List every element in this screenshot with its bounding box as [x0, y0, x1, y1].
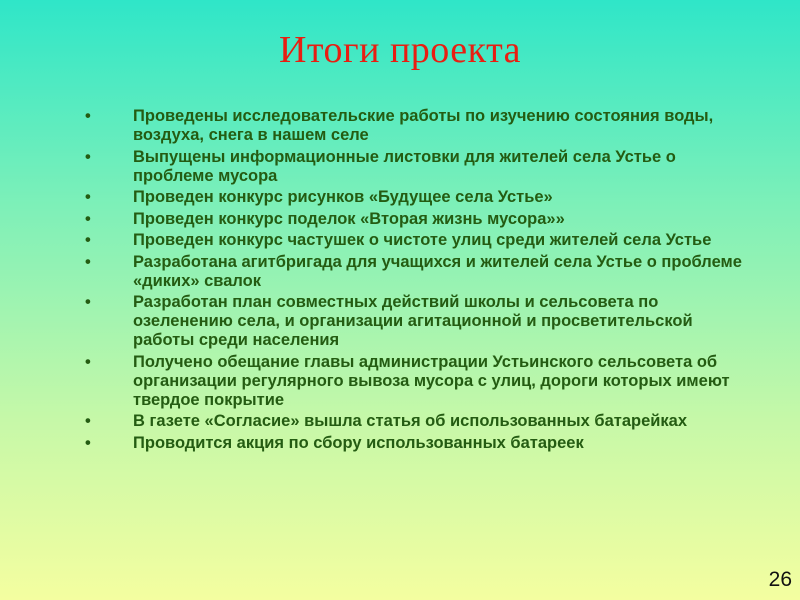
bullet-item: [85, 293, 755, 350]
bullet-text: Проводится акция по сбору использованных батареек: [133, 433, 584, 452]
bullet-marker: •: [85, 209, 91, 228]
page-number: 26: [768, 568, 792, 591]
bullet-marker: •: [85, 231, 91, 249]
bullet-item: [85, 353, 755, 410]
bullet-text: Проведены исследовательские работы по изучению состояния воды, воздуха, снега в нашем селе: [133, 107, 714, 144]
bullet-marker: •: [85, 252, 91, 271]
bullet-marker: •: [85, 107, 91, 125]
bullet-marker: •: [85, 188, 91, 206]
bullet-text: Получено обещание главы администрации Устьинского сельсовета об организации регулярного вывоза мусора с улиц, дороги которых имеют твердое покрытие: [133, 352, 730, 409]
bullet-marker: •: [85, 147, 91, 166]
bullet-marker: •: [85, 433, 91, 452]
bullet-text: В газете «Согласие» вышла статья об использованных батарейках: [133, 412, 688, 430]
bullet-text: Выпущены информационные листовки для жителей села Устье о проблеме мусора: [133, 147, 676, 185]
slide-title: Итоги проекта: [278, 29, 522, 71]
bullet-item: [85, 434, 755, 453]
bullet-marker: •: [85, 352, 91, 371]
bullet-item: [85, 210, 755, 229]
bullet-item: [85, 231, 755, 250]
bullet-marker: •: [85, 412, 91, 430]
bullet-list: [85, 107, 755, 455]
bullet-item: [85, 412, 755, 431]
bullet-item: [85, 188, 755, 207]
bullet-item: [85, 253, 755, 291]
bullet-item: [85, 148, 755, 186]
bullet-marker: •: [85, 293, 91, 311]
bullet-item: [85, 107, 755, 145]
bullet-text: Разработан план совместных действий школы и сельсовета по озеленению села, и организации агитационной и просветительской работы среди населения: [133, 293, 693, 349]
bullet-text: Проведен конкурс рисунков «Будущее села Устье»: [133, 188, 553, 206]
bullet-text: Проведен конкурс поделок «Вторая жизнь мусора»»: [133, 209, 565, 228]
bullet-text: Разработана агитбригада для учащихся и жителей села Устье о проблеме «диких» свалок: [133, 252, 742, 290]
bullet-text: Проведен конкурс частушек о чистоте улиц среди жителей села Устье: [133, 231, 712, 249]
